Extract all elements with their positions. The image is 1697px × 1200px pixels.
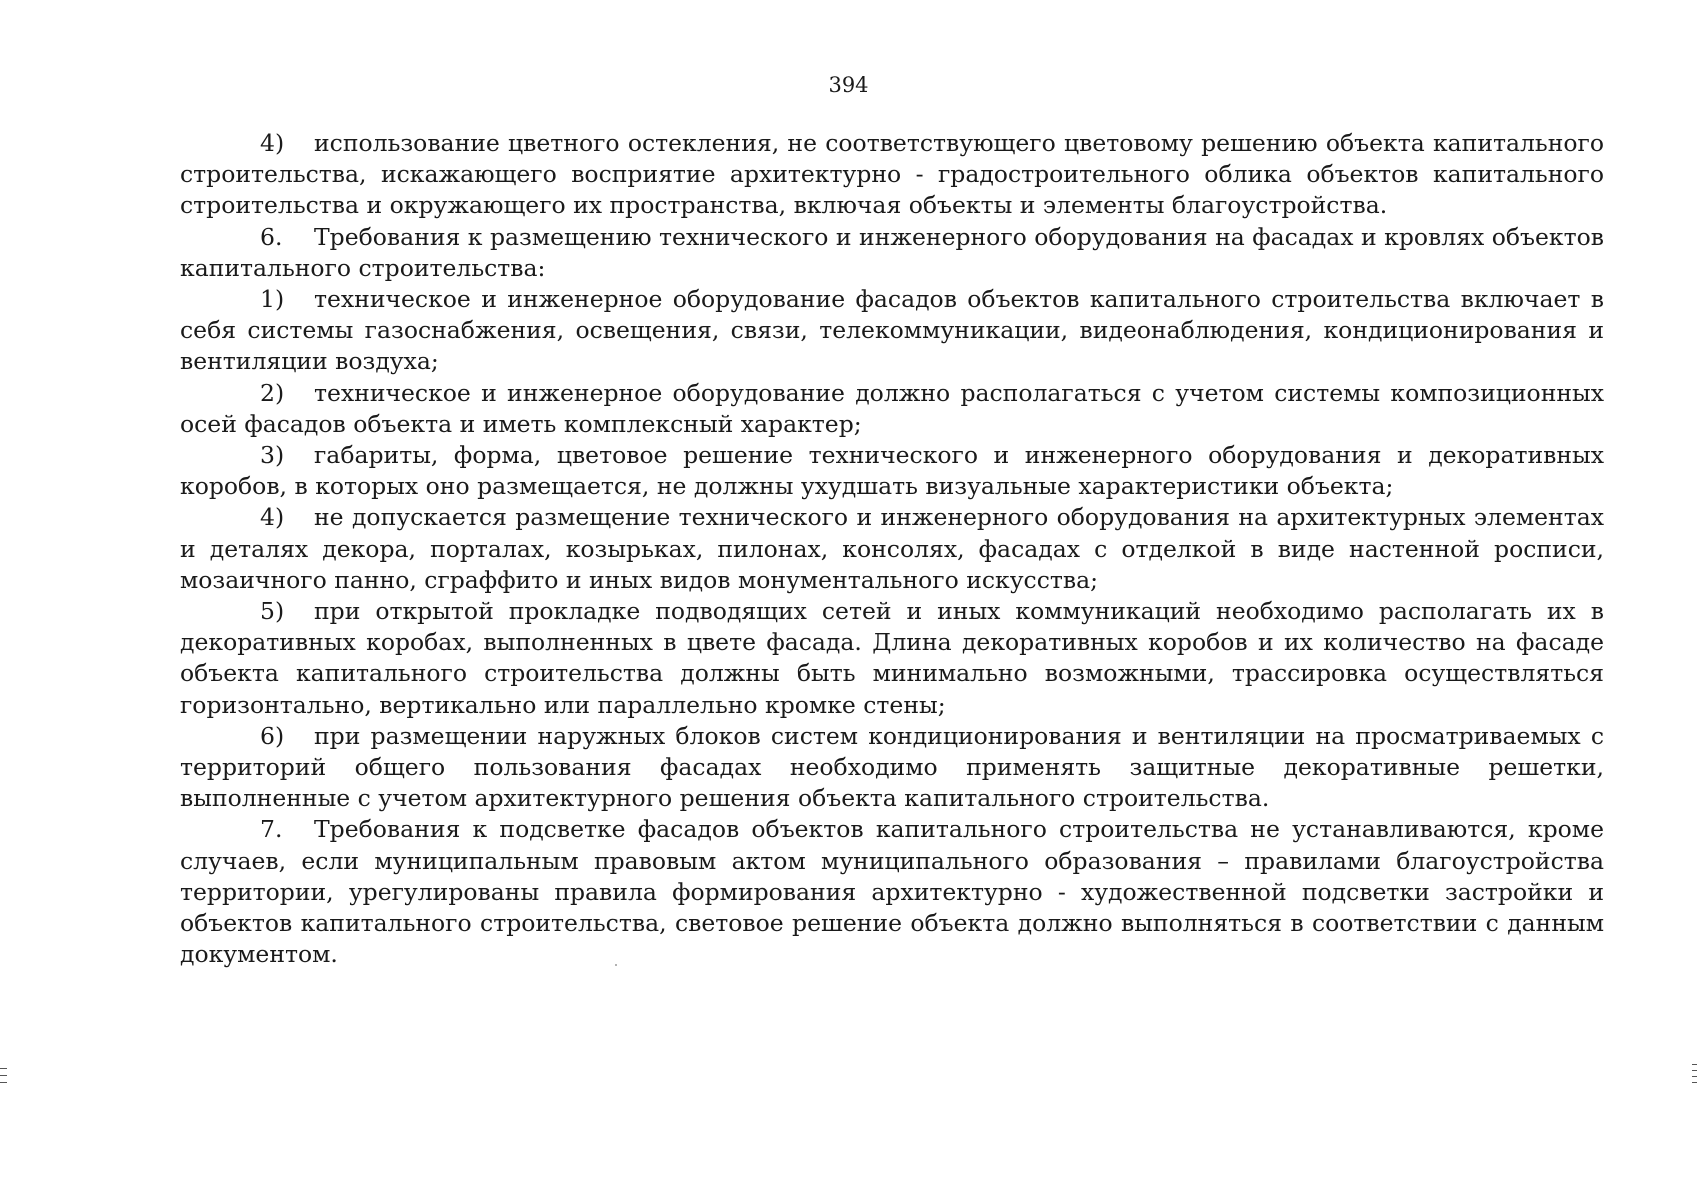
item-text: при размещении наружных блоков систем кондиционирования и вентиляции на просматриваемых с территорий общего пользования фасадах необходимо применять защитные декоративные решетки, выполненные с учетом архитектурного решения объекта капитального строительства. xyxy=(180,721,1604,813)
list-item xyxy=(180,502,1604,596)
list-item xyxy=(180,284,1604,378)
item-number: 5) xyxy=(260,597,285,626)
item-text: техническое и инженерное оборудование фасадов объектов капитального строительства включает в себя системы газоснабжения, освещения, связи, телекоммуникации, видеонаблюдения, кондиционирования и вентиляции воздуха; xyxy=(180,285,1604,376)
scan-speck xyxy=(615,964,617,966)
page-number: 394 xyxy=(828,73,869,97)
item-number: 4) xyxy=(260,129,285,157)
list-item xyxy=(180,128,1604,222)
item-text: техническое и инженерное оборудование должно располагаться с учетом системы композиционных осей фасадов объекта и иметь комплексный характер; xyxy=(180,378,1604,438)
list-item xyxy=(180,721,1604,815)
scan-mark-right xyxy=(1692,1076,1697,1077)
item-number: 1) xyxy=(260,285,285,314)
scan-mark-left xyxy=(0,1068,7,1069)
item-number: 6) xyxy=(260,721,285,750)
list-item xyxy=(180,440,1604,502)
item-text: не допускается размещение технического и инженерного оборудования на архитектурных элементах и деталях декора, порталах, козырьках, пилонах, консолях, фасадах с отделкой в виде настенной росписи, мозаичного панно, сграффито и иных видов монументального искусства; xyxy=(180,503,1604,594)
item-number: 4) xyxy=(260,503,285,532)
section-heading xyxy=(180,222,1604,284)
scan-mark-right xyxy=(1692,1064,1697,1065)
item-text: при открытой прокладке подводящих сетей и иных коммуникаций необходимо располагать их в декоративных коробах, выполненных в цвете фасада. Длина декоративных коробов и их количество на фасаде объекта капитального строительства должны быть минимально возможными, трассировка осуществляться горизонтально, вертикально или параллельно кромке стены; xyxy=(180,597,1604,719)
scan-mark-left xyxy=(0,1082,7,1083)
item-text: Требования к подсветке фасадов объектов капитального строительства не устанавливаются, кроме случаев, если муниципальным правовым актом муниципального образования – правилами благоустройства территории, урегулированы правила формирования архитектурно - художественной подсветки застройки и объектов капитального строительства, световое решение объекта должно выполняться в соответствии с данным документом. xyxy=(180,815,1604,969)
item-number: 2) xyxy=(260,378,285,407)
document-body xyxy=(180,128,1604,970)
item-text: габариты, форма, цветовое решение технического и инженерного оборудования и декоративных коробов, в которых оно размещается, не должны ухудшать визуальные характеристики объекта; xyxy=(180,441,1604,501)
item-number: 6. xyxy=(260,222,283,251)
list-item xyxy=(180,596,1604,721)
scan-mark-right xyxy=(1692,1070,1697,1071)
item-number: 7. xyxy=(260,815,283,844)
scan-mark-left xyxy=(0,1075,7,1076)
scan-mark-right xyxy=(1692,1082,1697,1083)
list-item xyxy=(180,378,1604,440)
section-heading xyxy=(180,814,1604,970)
item-number: 3) xyxy=(260,441,285,470)
item-text: Требования к размещению технического и инженерного оборудования на фасадах и кровлях объектов капитального строительства: xyxy=(180,222,1604,282)
item-text: использование цветного остекления, не соответствующего цветовому решению объекта капитального строительства, искажающего восприятие архитектурно - градостроительного облика объектов капитального строительства и окружающего их пространства, включая объекты и элементы благоустройства. xyxy=(180,129,1604,220)
